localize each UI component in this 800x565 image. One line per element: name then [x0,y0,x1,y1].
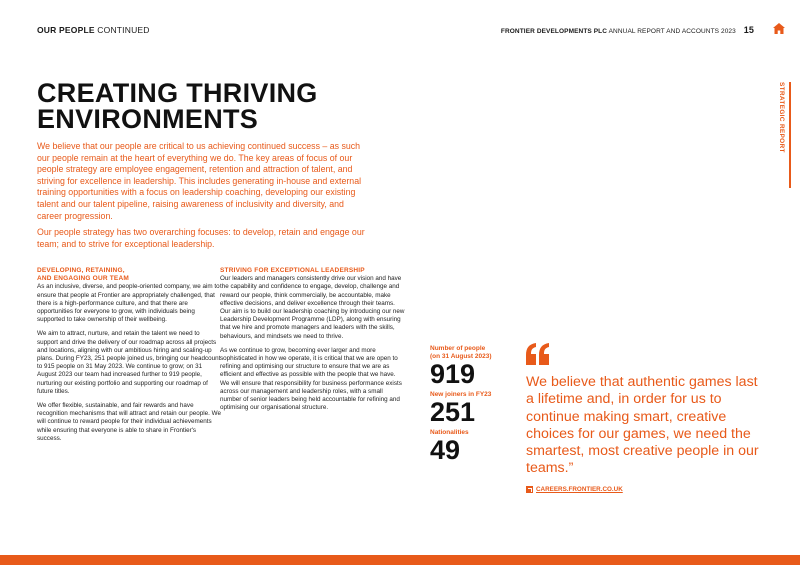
stat-value: 919 [430,359,476,389]
quote-mark-icon [525,343,551,365]
stat-label-line: (on 31 August 2023) [430,353,492,360]
left-paragraph-2: We aim to attract, nurture, and retain the talent we need to support and drive the delivery of our roadmap across all projects and locations, aligning with our ambitious hiring and scaling-up plans. During FY23, 251 people joined us, bringing our headcount to 915 people on 31 May 2023. We continue to grow; on 31 August 2023 our team had increased further to 919 people, nurturing our existing portfolio and supporting our roadmap of future titles. [37,330,221,395]
strategic-report-tab[interactable] [777,82,791,188]
right-column-heading: STRIVING FOR EXCEPTIONAL LEADERSHIP [220,267,365,274]
stat-label: New joiners in FY23 [430,391,492,398]
right-paragraph-1: Our leaders and managers consistently drive our vision and have the capability and confidence to engage, develop, challenge and reward our people, think commercially, be accountable, make effective decisions, and deliver excellence through their teams. Our aim is to build our leadership coaching by introducing our new Leadership Development Programme (LDP), along with ensuring that we hire and promote managers and leaders with the skills, behaviours, and mindsets we need to thrive. [220,275,405,340]
intro-text [37,141,367,255]
right-column [220,267,405,418]
footer-bar [0,555,800,565]
page-number: 15 [743,25,754,35]
careers-link[interactable] [526,486,623,493]
intro-paragraph-1: We believe that our people are critical to us achieving continued success – as such our people remain at the heart of everything we do. The key areas of focus of our people strategy are employee engagement, retention and attraction of talent, and striving for excellence in leadership. This includes generating in-house and external training opportunities with a focus on leadership coaching, developing our existing talent and our talent pipeline, raising awareness of inclusivity and diversity, and career progression. [37,141,362,221]
report-header [501,25,754,35]
intro-paragraph-2: Our people strategy has two overarching focuses: to develop, retain and engage our team; and to strive for exceptional leadership. [37,227,365,249]
right-paragraph-2: As we continue to grow, becoming ever larger and more sophisticated in how we operate, it is critical that we are open to refining and optimising our structure to ensure that we are as efficient and effective as possible with the people that we have. We will ensure that responsibility for business performance exists across our management and leadership roles, with a small number of senior leaders being held accountable for refining and optimising our organisational structure. [220,346,402,412]
careers-link-text[interactable]: CAREERS.FRONTIER.CO.UK [536,486,623,493]
stat-value: 251 [430,397,476,427]
external-link-icon [526,486,533,493]
section-continued: CONTINUED [97,25,150,35]
heading-line-1: DEVELOPING, RETAINING, [37,267,125,274]
stats-panel [430,345,515,467]
left-paragraph-3: We offer flexible, sustainable, and fair rewards and have recognition mechanisms that will attract and retain our people. We will continue to reward people for their individual achievements while ensuring that everyone is able to share in Frontier's success. [37,402,221,442]
tab-label: STRATEGIC REPORT [778,82,785,153]
home-icon[interactable] [773,23,785,34]
stat-label-line: Number of people [430,345,486,352]
stat-nationalities [430,429,515,463]
section-header [37,25,150,35]
stat-value: 49 [430,435,461,465]
stat-label: Nationalities [430,429,469,436]
left-column [37,267,222,449]
company-name: FRONTIER DEVELOPMENTS PLC [500,28,608,35]
tab-indicator [789,82,791,188]
left-paragraph-1: As an inclusive, diverse, and people-oriented company, we aim to ensure that people at Frontier are appropriately challenged, that there is a high-performance culture, and that there are opportunities for everyone to grow, with individuals being supported to take ownership of their wellbeing. [37,283,220,324]
stat-new-joiners [430,391,515,425]
pull-quote: We believe that authentic games last a lifetime and, in order for us to continue making smart, creative choices for our games, we need the smartest, most creative people in our teams.” [526,374,759,477]
heading-line-2: AND ENGAGING OUR TEAM [37,275,129,283]
stat-headcount [430,345,515,387]
left-column-heading [37,267,222,283]
page-title: CREATING THRIVING ENVIRONMENTS [37,78,318,134]
section-name: OUR PEOPLE [37,25,95,35]
report-name: ANNUAL REPORT AND ACCOUNTS 2023 [608,28,736,35]
